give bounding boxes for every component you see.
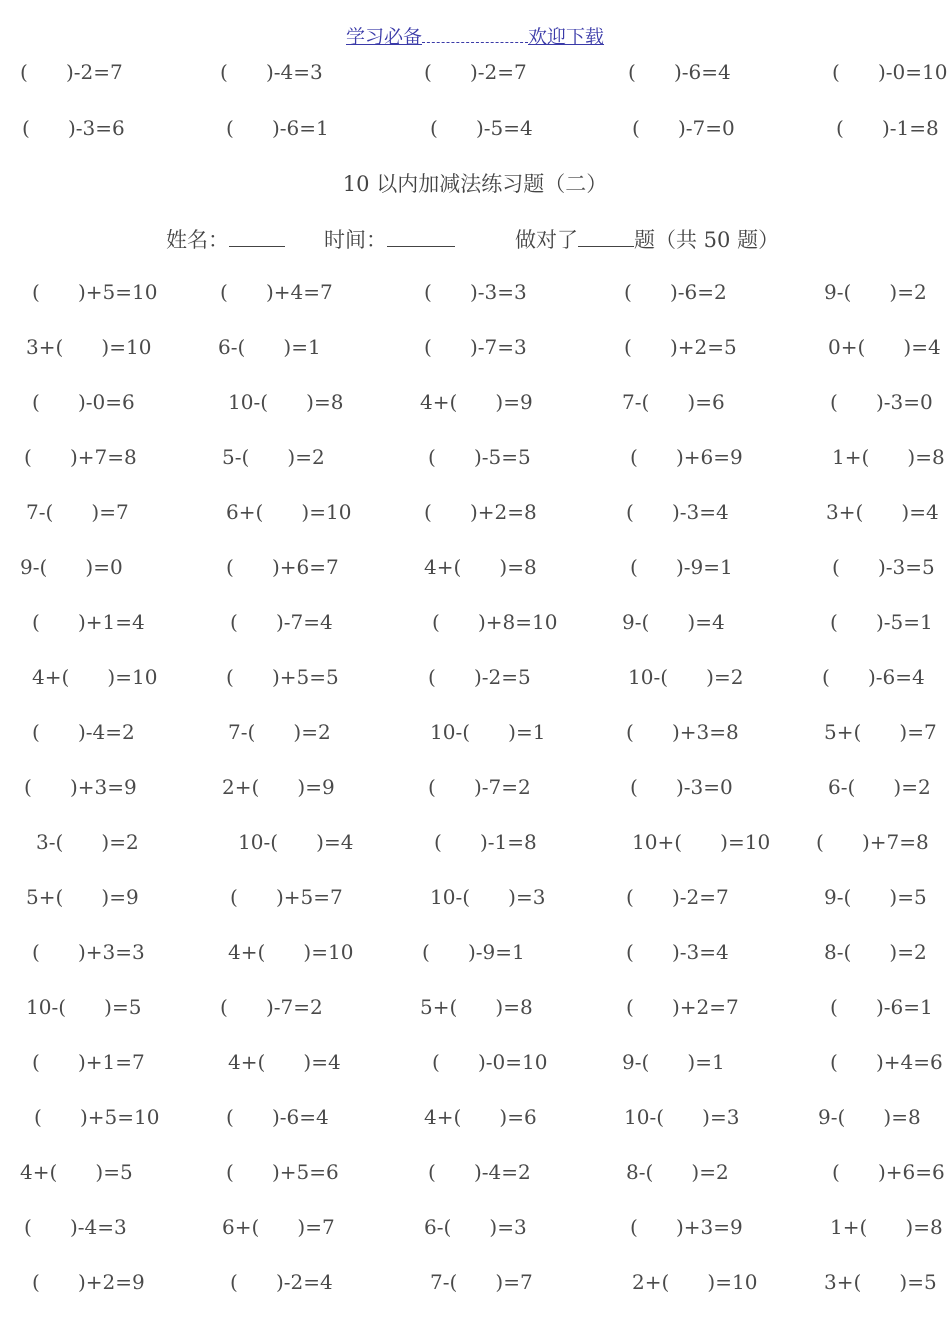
exercise-item: ( )-3=3 bbox=[424, 280, 527, 304]
exercise-item: 6+( )=10 bbox=[226, 500, 352, 524]
exercise-item: ( )+3=9 bbox=[630, 1215, 743, 1239]
exercise-item: ( )-2=5 bbox=[428, 665, 531, 689]
exercise-item: 3+( )=10 bbox=[26, 335, 152, 359]
exercise-item: ( )+1=7 bbox=[32, 1050, 145, 1074]
exercise-item: ( )-2=4 bbox=[230, 1270, 333, 1294]
exercise-row bbox=[0, 390, 950, 422]
exercise-item: ( )+2=8 bbox=[424, 500, 537, 524]
exercise-item: 6-( )=2 bbox=[828, 775, 931, 799]
exercise-row bbox=[0, 1270, 950, 1302]
header-left-text: 学习必备 bbox=[346, 26, 423, 48]
exercise-item: ( )+2=9 bbox=[32, 1270, 145, 1294]
name-field bbox=[166, 224, 285, 254]
exercise-item: ( )-0=10 bbox=[432, 1050, 548, 1074]
exercise-item: ( )-7=2 bbox=[220, 995, 323, 1019]
exercise-item: ( )-2=7 bbox=[20, 60, 123, 84]
exercise-row bbox=[0, 500, 950, 532]
exercise-item: ( )-3=6 bbox=[22, 116, 125, 140]
exercise-item: ( )-6=4 bbox=[822, 665, 925, 689]
exercise-item: 4+( )=5 bbox=[20, 1160, 133, 1184]
exercise-row bbox=[0, 116, 950, 148]
correct-blank[interactable] bbox=[578, 226, 634, 247]
exercise-item: 7-( )=2 bbox=[228, 720, 331, 744]
correct-suffix: 题（共 50 题） bbox=[634, 228, 780, 252]
exercise-item: ( )+4=6 bbox=[830, 1050, 943, 1074]
exercise-item: ( )+7=8 bbox=[816, 830, 929, 854]
exercise-row bbox=[0, 445, 950, 477]
exercise-item: 8-( )=2 bbox=[824, 940, 927, 964]
exercise-item: 3+( )=4 bbox=[826, 500, 939, 524]
exercise-item: ( )+6=6 bbox=[832, 1160, 945, 1184]
exercise-item: ( )-1=8 bbox=[434, 830, 537, 854]
correct-label: 做对了 bbox=[515, 228, 578, 252]
exercise-item: ( )+6=7 bbox=[226, 555, 339, 579]
exercise-item: 5+( )=7 bbox=[824, 720, 937, 744]
exercise-row bbox=[0, 940, 950, 972]
exercise-item: ( )-6=4 bbox=[226, 1105, 329, 1129]
exercise-item: ( )-4=2 bbox=[428, 1160, 531, 1184]
exercise-item: ( )+5=10 bbox=[32, 280, 158, 304]
exercise-row bbox=[0, 720, 950, 752]
exercise-item: 7-( )=6 bbox=[622, 390, 725, 414]
exercise-item: ( )+4=7 bbox=[220, 280, 333, 304]
time-field bbox=[324, 224, 455, 254]
exercise-item: ( )+7=8 bbox=[24, 445, 137, 469]
exercise-item: ( )-7=2 bbox=[428, 775, 531, 799]
exercise-item: 9-( )=8 bbox=[818, 1105, 921, 1129]
exercise-item: 1+( )=8 bbox=[832, 445, 945, 469]
exercise-item: ( )-2=7 bbox=[626, 885, 729, 909]
score-field bbox=[515, 224, 779, 254]
exercise-row bbox=[0, 60, 950, 92]
exercise-item: 10+( )=10 bbox=[632, 830, 771, 854]
exercise-item: ( )+3=3 bbox=[32, 940, 145, 964]
exercise-item: 4+( )=10 bbox=[32, 665, 158, 689]
exercise-item: 4+( )=6 bbox=[424, 1105, 537, 1129]
exercise-item: 5+( )=8 bbox=[420, 995, 533, 1019]
exercise-row bbox=[0, 1215, 950, 1247]
exercise-item: 7-( )=7 bbox=[26, 500, 129, 524]
exercise-item: 7-( )=7 bbox=[430, 1270, 533, 1294]
exercise-item: ( )-7=3 bbox=[424, 335, 527, 359]
exercise-item: 4+( )=10 bbox=[228, 940, 354, 964]
exercise-item: 9-( )=0 bbox=[20, 555, 123, 579]
exercise-item: ( )-7=4 bbox=[230, 610, 333, 634]
exercise-item: ( )-3=5 bbox=[832, 555, 935, 579]
exercise-item: ( )-2=7 bbox=[424, 60, 527, 84]
exercise-row bbox=[0, 830, 950, 862]
exercise-row bbox=[0, 610, 950, 642]
exercise-item: 4+( )=9 bbox=[420, 390, 533, 414]
worksheet-title: 10 以内加减法练习题（二） bbox=[342, 172, 608, 196]
exercise-row bbox=[0, 280, 950, 312]
exercise-row bbox=[0, 775, 950, 807]
exercise-item: ( )-4=3 bbox=[24, 1215, 127, 1239]
exercise-item: 10-( )=2 bbox=[628, 665, 744, 689]
exercise-item: ( )-0=10 bbox=[832, 60, 948, 84]
exercise-item: ( )+5=5 bbox=[226, 665, 339, 689]
exercise-item: ( )-0=6 bbox=[32, 390, 135, 414]
exercise-item: 10-( )=3 bbox=[430, 885, 546, 909]
exercise-item: 10-( )=4 bbox=[238, 830, 354, 854]
exercise-item: 0+( )=4 bbox=[828, 335, 941, 359]
exercise-item: ( )-4=3 bbox=[220, 60, 323, 84]
exercise-item: 8-( )=2 bbox=[626, 1160, 729, 1184]
header-right-text: 欢迎下载 bbox=[528, 26, 605, 48]
exercise-item: ( )-5=4 bbox=[430, 116, 533, 140]
exercise-item: ( )-6=2 bbox=[624, 280, 727, 304]
exercise-item: ( )-9=1 bbox=[630, 555, 733, 579]
exercise-item: 2+( )=10 bbox=[632, 1270, 758, 1294]
exercise-item: 10-( )=8 bbox=[228, 390, 344, 414]
exercise-item: 4+( )=4 bbox=[228, 1050, 341, 1074]
exercise-row bbox=[0, 1160, 950, 1192]
exercise-item: 1+( )=8 bbox=[830, 1215, 943, 1239]
exercise-row bbox=[0, 1105, 950, 1137]
exercise-item: ( )+2=7 bbox=[626, 995, 739, 1019]
exercise-item: 5-( )=2 bbox=[222, 445, 325, 469]
exercise-item: 10-( )=5 bbox=[26, 995, 142, 1019]
exercise-item: ( )-1=8 bbox=[836, 116, 939, 140]
exercise-item: ( )-7=0 bbox=[632, 116, 735, 140]
exercise-item: 3+( )=5 bbox=[824, 1270, 937, 1294]
exercise-row bbox=[0, 665, 950, 697]
exercise-item: 6-( )=1 bbox=[218, 335, 321, 359]
exercise-item: 6-( )=3 bbox=[424, 1215, 527, 1239]
name-label: 姓名： bbox=[166, 228, 229, 252]
exercise-item: 5+( )=9 bbox=[26, 885, 139, 909]
exercise-item: ( )-3=0 bbox=[830, 390, 933, 414]
exercise-item: 9-( )=5 bbox=[824, 885, 927, 909]
info-line bbox=[0, 224, 950, 254]
exercise-item: ( )+3=8 bbox=[626, 720, 739, 744]
exercise-item: ( )-6=1 bbox=[830, 995, 933, 1019]
exercise-row bbox=[0, 555, 950, 587]
exercise-item: 3-( )=2 bbox=[36, 830, 139, 854]
exercise-row bbox=[0, 995, 950, 1027]
exercise-item: ( )-6=4 bbox=[628, 60, 731, 84]
exercise-item: ( )+5=7 bbox=[230, 885, 343, 909]
time-label: 时间： bbox=[324, 228, 387, 252]
exercise-item: 4+( )=8 bbox=[424, 555, 537, 579]
exercise-item: ( )+5=10 bbox=[34, 1105, 160, 1129]
exercise-item: ( )-3=0 bbox=[630, 775, 733, 799]
exercise-item: 10-( )=1 bbox=[430, 720, 546, 744]
exercise-item: ( )-4=2 bbox=[32, 720, 135, 744]
exercise-item: ( )-6=1 bbox=[226, 116, 329, 140]
exercise-row bbox=[0, 885, 950, 917]
exercise-item: ( )-9=1 bbox=[422, 940, 525, 964]
page-header bbox=[0, 22, 950, 50]
exercise-item: 9-( )=2 bbox=[824, 280, 927, 304]
exercise-item: ( )-5=1 bbox=[830, 610, 933, 634]
exercise-item: 9-( )=1 bbox=[622, 1050, 725, 1074]
exercise-item: 2+( )=9 bbox=[222, 775, 335, 799]
exercise-row bbox=[0, 1050, 950, 1082]
header-dashed-line bbox=[422, 42, 528, 43]
exercise-item: 10-( )=3 bbox=[624, 1105, 740, 1129]
exercise-item: ( )-5=5 bbox=[428, 445, 531, 469]
exercise-item: 6+( )=7 bbox=[222, 1215, 335, 1239]
exercise-item: ( )+1=4 bbox=[32, 610, 145, 634]
exercise-item: 9-( )=4 bbox=[622, 610, 725, 634]
exercise-item: ( )+8=10 bbox=[432, 610, 558, 634]
name-blank[interactable] bbox=[229, 226, 285, 247]
exercise-row bbox=[0, 335, 950, 367]
exercise-item: ( )+3=9 bbox=[24, 775, 137, 799]
time-blank[interactable] bbox=[387, 226, 455, 247]
exercise-item: ( )+5=6 bbox=[226, 1160, 339, 1184]
exercise-item: ( )+6=9 bbox=[630, 445, 743, 469]
exercise-item: ( )+2=5 bbox=[624, 335, 737, 359]
exercise-item: ( )-3=4 bbox=[626, 500, 729, 524]
exercise-item: ( )-3=4 bbox=[626, 940, 729, 964]
